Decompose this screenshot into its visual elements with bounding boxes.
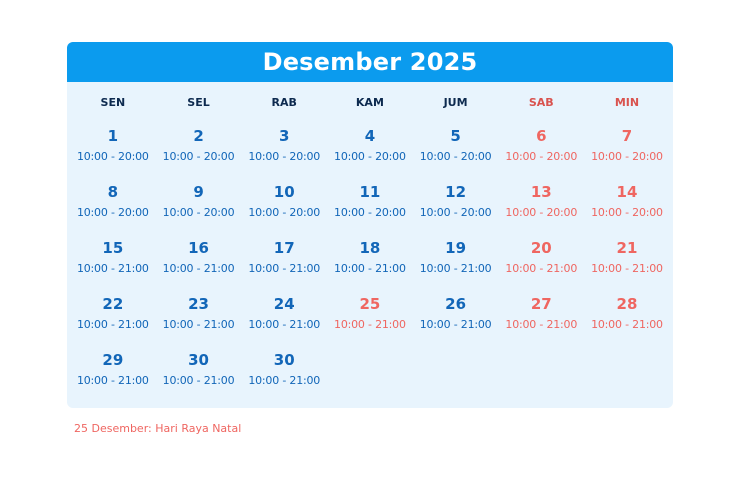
day-number: 30 — [188, 351, 209, 369]
weekday-sab: SAB — [528, 96, 554, 109]
day-cell — [156, 127, 242, 183]
day-number: 1 — [107, 127, 119, 145]
day-number: 15 — [102, 239, 124, 257]
weekday-min: MIN — [614, 96, 640, 109]
day-opening-hours: 10:00 - 21:00 — [76, 318, 149, 331]
day-cell — [241, 127, 327, 183]
day-cell — [327, 239, 413, 295]
day-cell — [413, 239, 499, 295]
day-number: 4 — [364, 127, 376, 145]
day-number: 26 — [445, 295, 467, 313]
day-opening-hours: 10:00 - 21:00 — [505, 318, 578, 331]
day-cell — [156, 351, 242, 407]
day-number: 6 — [536, 127, 547, 145]
day-cell — [498, 239, 584, 295]
day-opening-hours: 10:00 - 21:00 — [334, 318, 406, 331]
day-cell — [413, 295, 499, 351]
day-cell — [327, 127, 413, 183]
day-number: 25 — [359, 295, 381, 313]
day-opening-hours: 10:00 - 20:00 — [419, 206, 492, 219]
day-cell — [498, 127, 584, 183]
day-cell — [327, 295, 413, 351]
day-opening-hours: 10:00 - 21:00 — [248, 262, 321, 275]
day-opening-hours: 10:00 - 20:00 — [248, 206, 321, 219]
day-number: 21 — [616, 239, 638, 257]
day-opening-hours: 10:00 - 21:00 — [76, 374, 149, 387]
day-number: 23 — [188, 295, 209, 313]
day-number: 9 — [193, 183, 204, 201]
day-cell — [241, 351, 327, 407]
day-opening-hours: 10:00 - 20:00 — [591, 150, 663, 163]
day-opening-hours: 10:00 - 21:00 — [162, 374, 235, 387]
day-opening-hours: 10:00 - 21:00 — [419, 262, 492, 275]
day-cell — [241, 239, 327, 295]
day-opening-hours: 10:00 - 20:00 — [334, 150, 406, 163]
day-number: 7 — [621, 127, 633, 145]
day-opening-hours: 10:00 - 21:00 — [334, 262, 406, 275]
day-number: 16 — [188, 239, 209, 257]
day-opening-hours: 10:00 - 21:00 — [591, 318, 663, 331]
day-opening-hours: 10:00 - 20:00 — [334, 206, 406, 219]
day-number: 14 — [616, 183, 638, 201]
day-cell — [156, 295, 242, 351]
day-cell — [70, 183, 156, 239]
day-opening-hours: 10:00 - 21:00 — [591, 262, 663, 275]
day-cell — [327, 183, 413, 239]
day-cell — [241, 295, 327, 351]
day-number: 27 — [530, 295, 552, 313]
day-opening-hours: 10:00 - 20:00 — [505, 206, 578, 219]
day-opening-hours: 10:00 - 20:00 — [248, 150, 321, 163]
day-number: 11 — [359, 183, 381, 201]
day-number: 28 — [616, 295, 638, 313]
day-cell — [70, 351, 156, 407]
day-opening-hours: 10:00 - 20:00 — [591, 206, 663, 219]
day-opening-hours: 10:00 - 20:00 — [419, 150, 492, 163]
day-cell — [498, 295, 584, 351]
day-number: 20 — [530, 239, 552, 257]
day-number: 12 — [445, 183, 467, 201]
day-number: 19 — [445, 239, 467, 257]
day-opening-hours: 10:00 - 20:00 — [76, 206, 149, 219]
calendar-grid — [70, 127, 670, 407]
day-number: 13 — [530, 183, 552, 201]
day-opening-hours: 10:00 - 20:00 — [162, 206, 235, 219]
day-cell — [241, 183, 327, 239]
day-opening-hours: 10:00 - 20:00 — [505, 150, 578, 163]
day-number: 30 — [273, 351, 295, 369]
weekday-sel: SEL — [187, 96, 210, 109]
day-cell — [498, 183, 584, 239]
day-opening-hours: 10:00 - 20:00 — [162, 150, 235, 163]
day-cell — [156, 183, 242, 239]
day-opening-hours: 10:00 - 20:00 — [76, 150, 149, 163]
day-number: 29 — [102, 351, 124, 369]
day-cell — [413, 183, 499, 239]
day-cell — [70, 127, 156, 183]
day-number: 2 — [193, 127, 204, 145]
weekday-kam: KAM — [355, 96, 384, 109]
weekday-sen: SEN — [100, 96, 126, 109]
day-cell — [584, 183, 670, 239]
day-cell — [584, 127, 670, 183]
calendar-title: Desember 2025 — [67, 42, 673, 82]
holiday-footnote: 25 Desember: Hari Raya Natal — [74, 422, 242, 435]
weekday-rab: RAB — [271, 96, 297, 109]
day-cell — [413, 127, 499, 183]
calendar — [67, 42, 673, 408]
day-opening-hours: 10:00 - 21:00 — [248, 374, 321, 387]
day-number: 22 — [102, 295, 124, 313]
day-cell — [584, 239, 670, 295]
day-opening-hours: 10:00 - 21:00 — [419, 318, 492, 331]
weekday-header-row — [70, 96, 670, 110]
day-number: 24 — [273, 295, 295, 313]
day-opening-hours: 10:00 - 21:00 — [505, 262, 578, 275]
day-cell — [156, 239, 242, 295]
day-number: 18 — [359, 239, 381, 257]
day-number: 3 — [279, 127, 290, 145]
day-opening-hours: 10:00 - 21:00 — [162, 262, 235, 275]
day-cell — [70, 239, 156, 295]
day-number: 10 — [273, 183, 295, 201]
day-opening-hours: 10:00 - 21:00 — [248, 318, 321, 331]
day-opening-hours: 10:00 - 21:00 — [76, 262, 149, 275]
day-number: 8 — [107, 183, 119, 201]
day-number: 17 — [273, 239, 295, 257]
day-cell — [70, 295, 156, 351]
weekday-jum: JUM — [443, 96, 468, 109]
day-opening-hours: 10:00 - 21:00 — [162, 318, 235, 331]
day-cell — [584, 295, 670, 351]
day-number: 5 — [450, 127, 461, 145]
